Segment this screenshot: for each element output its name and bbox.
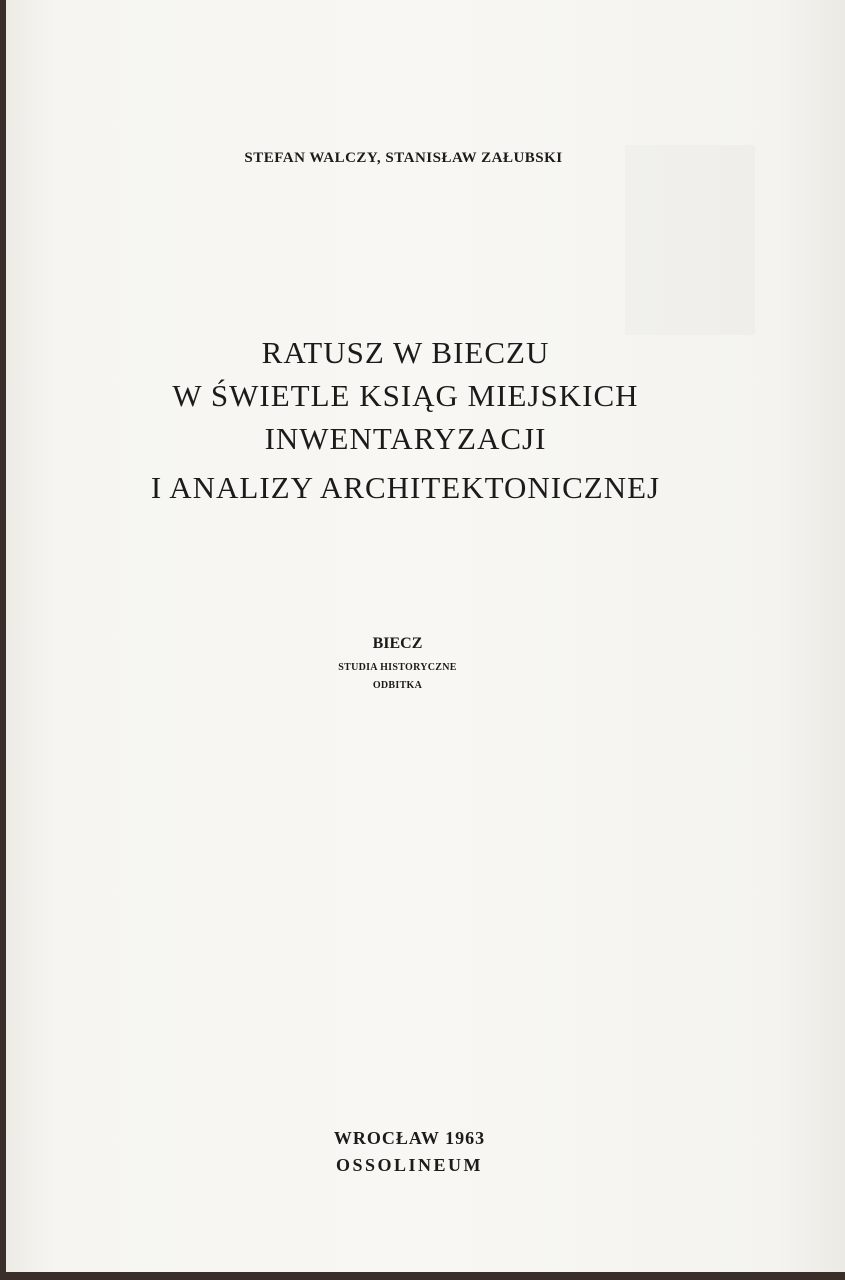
series-name: BIECZ [372,635,423,652]
show-through-shadow [625,145,755,335]
imprint-publisher: OSSOLINEUM [335,1155,484,1175]
title-line-2: W ŚWIETLE KSIĄG MIEJSKICH [172,378,639,413]
imprint-place-year: WROCŁAW 1963 [333,1128,486,1148]
title-page [6,0,845,1272]
title-line-1: RATUSZ W BIECZU [261,335,550,370]
authors: STEFAN WALCZY, STANISŁAW ZAŁUBSKI [244,150,563,166]
title-line-4: I ANALIZY ARCHITEKTONICZNEJ [150,470,661,505]
offprint-note: ODBITKA [372,680,423,691]
title-line-3: INWENTARYZACJI [264,421,547,456]
series-subtitle: STUDIA HISTORYCZNE [338,662,457,673]
